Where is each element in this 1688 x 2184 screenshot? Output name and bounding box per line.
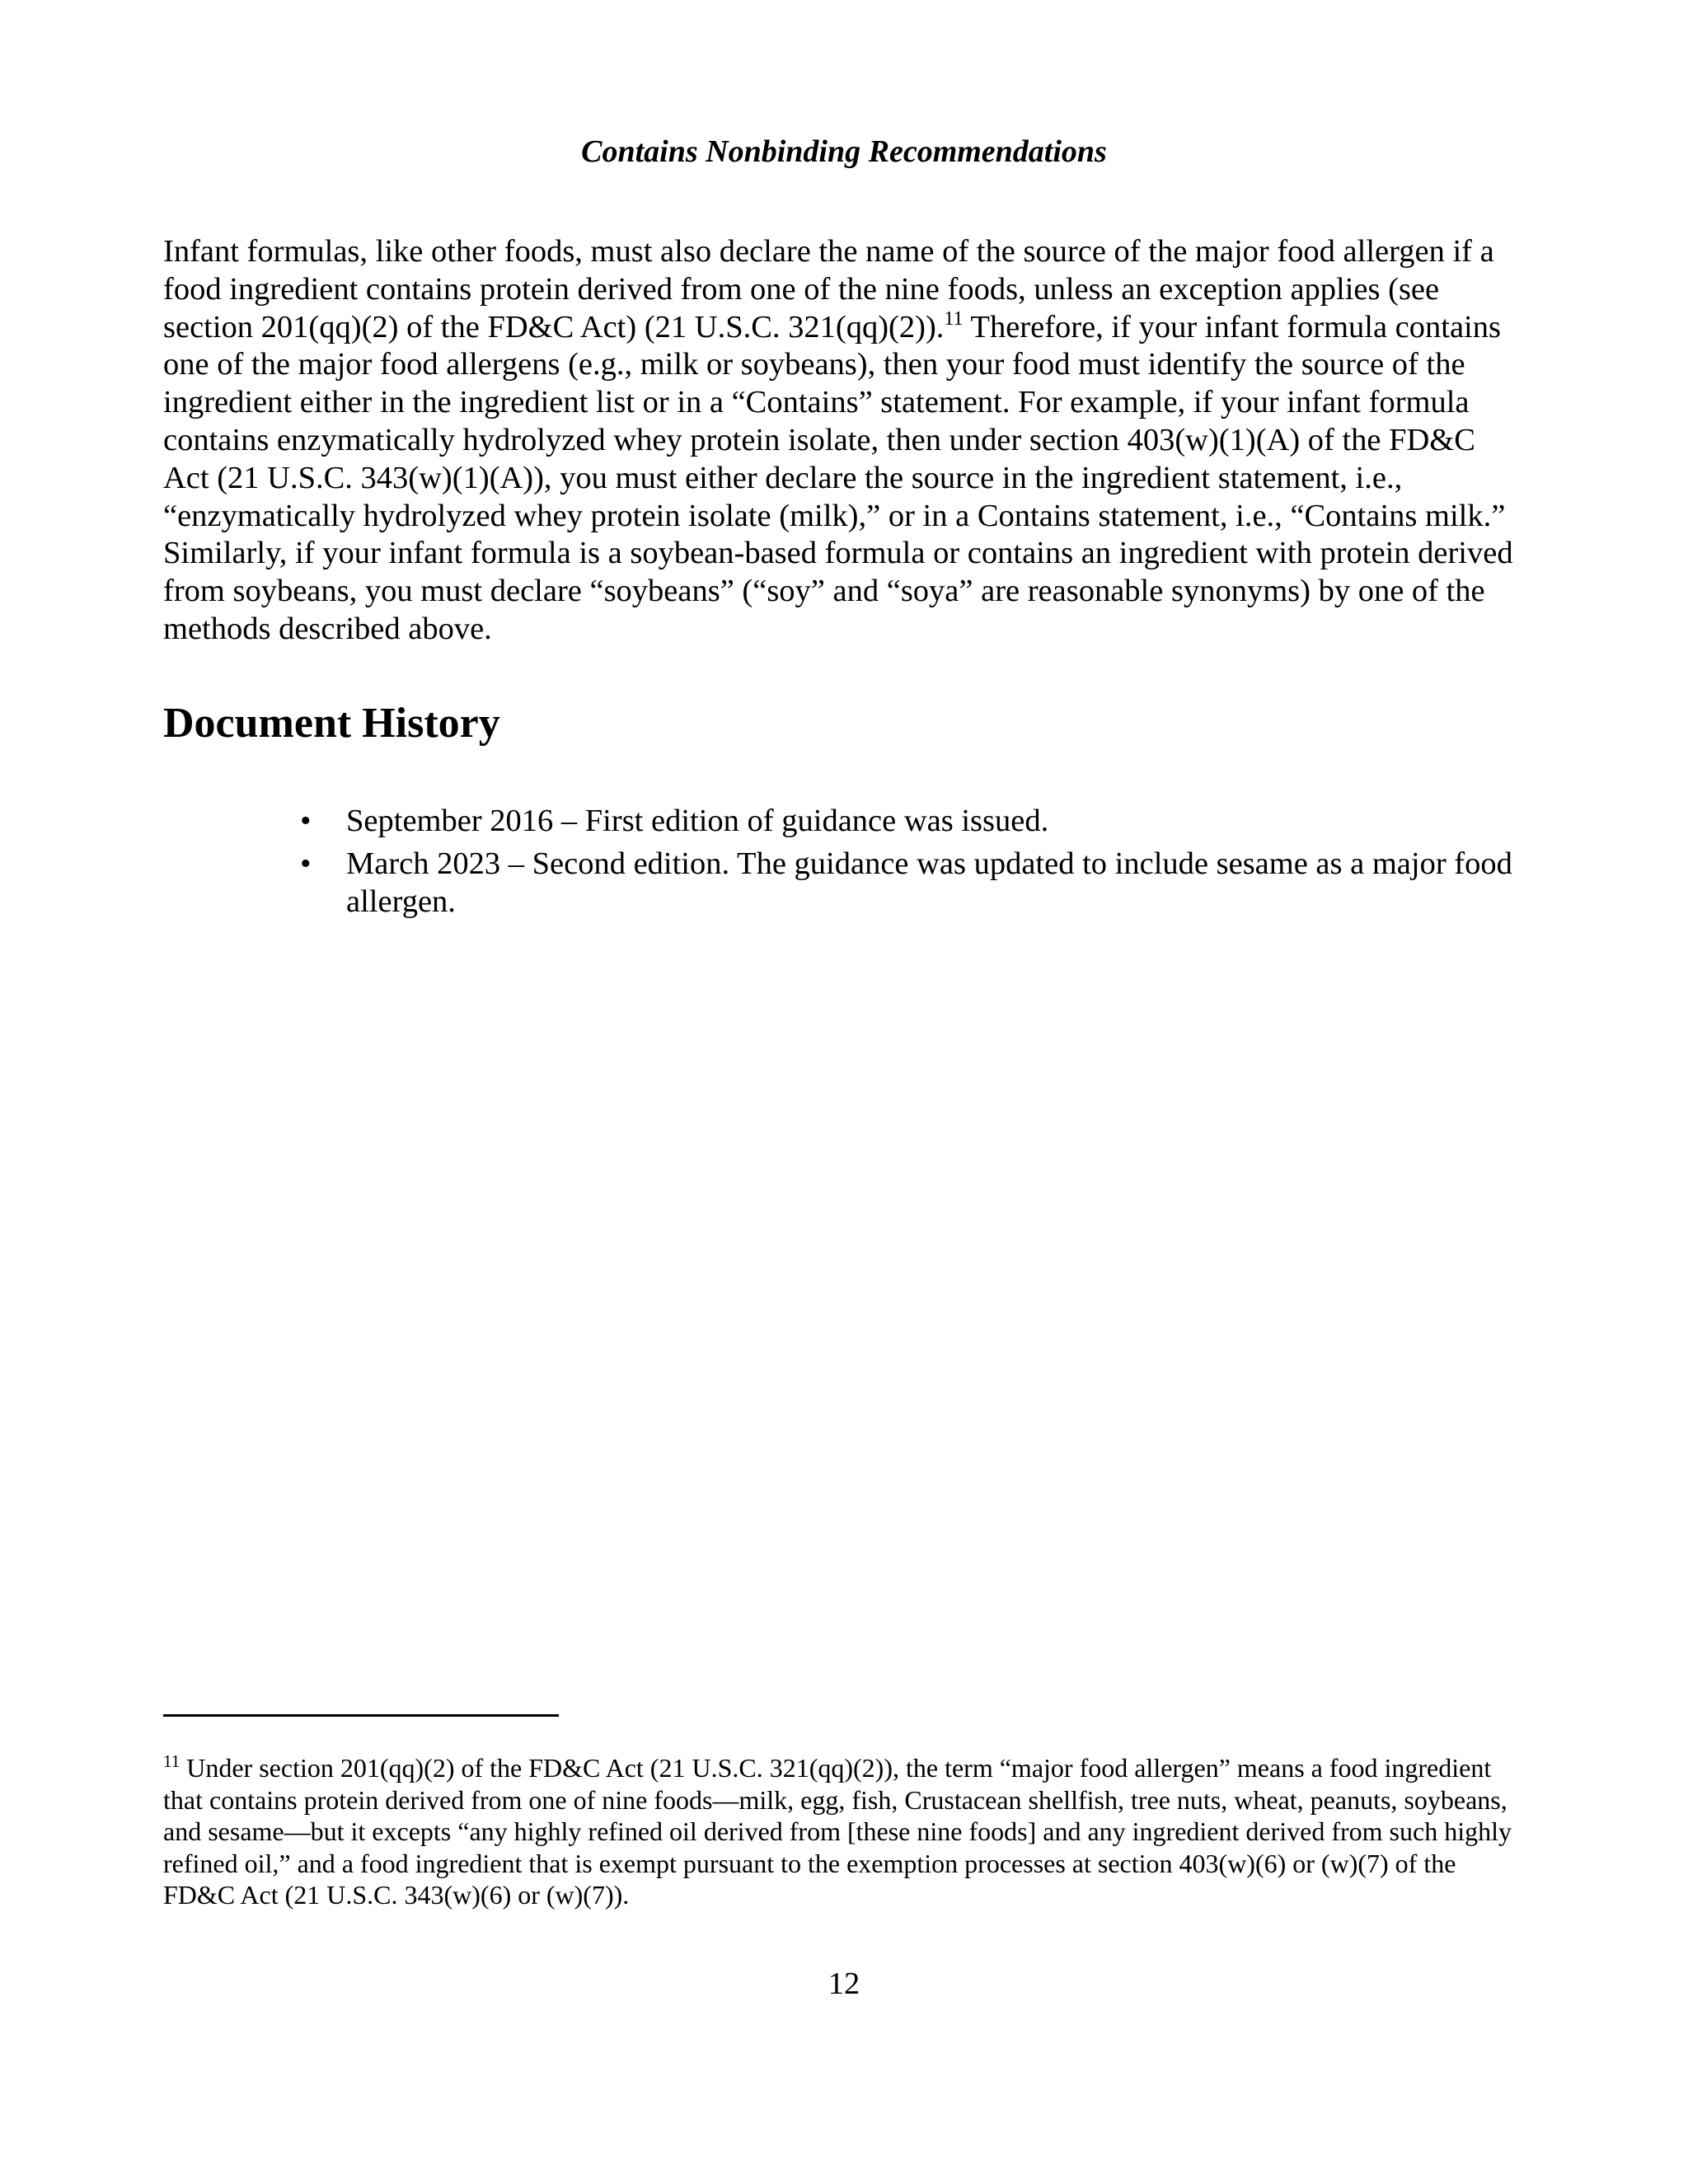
body-paragraph-part-2: Therefore, if your infant formula contains one of the major food allergens (e.g., milk or soybeans), then your food must identify the source of the ingredient either in the ingredient list or in a “Contains” statement. For example, if your infant formula contains enzymatically hydrolyzed whey protein isolate, then under section 403(w)(1)(A) of the FD&C Act (21 U.S.C. 343(w)(1)(A)), you must either declare the source in the ingredient statement, i.e., “enzymatically hydrolyzed whey protein isolate (milk),” or in a Contains statement, i.e., “Contains milk.” Similarly, if your infant formula is a soybean-based formula or contains an ingredient with protein derived from soybeans, you must declare “soybeans” (“soy” and “soya” are reasonable synonyms) by one of the methods described above. [163,309,1513,646]
bullet-icon: • [300,846,312,881]
footnote-text: Under section 201(qq)(2) of the FD&C Act (21 U.S.C. 321(qq)(2)), the term “major food allergen” means a food ingredient that contains protein derived from one of nine foods—milk, egg, fish, Crustacean shellfish, tree nuts, wheat, peanuts, soybeans, and sesame—but it excepts “any highly refined oil derived from [these nine foods] and any ingredient derived from such highly refined oil,” and a food ingredient that is exempt pursuant to the exemption processes at section 403(w)(6) or (w)(7) of the FD&C Act (21 U.S.C. 343(w)(6) or (w)(7)). [163,1753,1512,1910]
footnote-11 [163,1752,1515,1911]
page-number: 12 [828,1966,860,2001]
history-item-2016 [0,802,1517,840]
history-item-text: September 2016 – First edition of guidance was issued. [346,804,1049,838]
body-paragraph [163,233,1515,649]
history-item-text: March 2023 – Second edition. The guidance was updated to include sesame as a major food allergen. [346,846,1512,919]
footnote-number: 11 [163,1751,181,1771]
running-header: Contains Nonbinding Recommendations [581,134,1107,169]
body-paragraph-part-1: Infant formulas, like other foods, must also declare the name of the source of the major food allergen if a food ingredient contains protein derived from one of the nine foods, unless an exception applies (see section 201(qq)(2) of the FD&C Act) (21 U.S.C. 321(qq)(2)). [163,234,1494,344]
footnote-separator [163,1714,559,1717]
history-item-2023 [0,845,1517,921]
footnote-reference[interactable]: 11 [944,307,964,330]
document-history-heading: Document History [163,700,500,747]
bullet-icon: • [300,804,312,838]
document-history-list [0,802,1688,926]
